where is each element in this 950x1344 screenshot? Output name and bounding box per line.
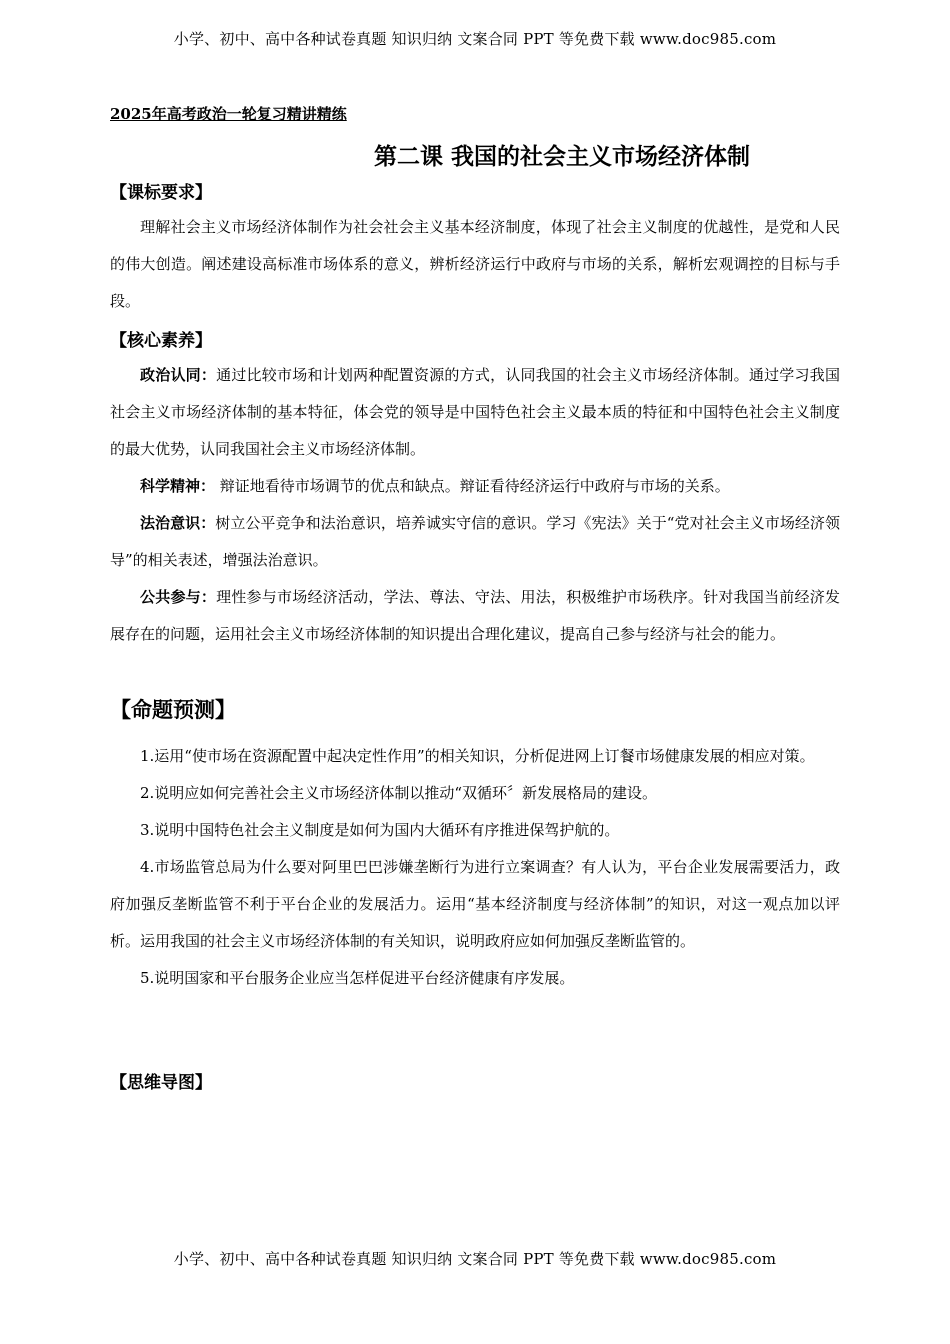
- literacy-section: [110, 326, 840, 653]
- literacy-heading: 【核心素养】: [110, 331, 212, 351]
- lesson-title: [110, 138, 850, 171]
- forecast-heading: 【命题预测】: [110, 697, 236, 722]
- literacy-item-law: [110, 505, 840, 579]
- lesson-title-text: 第二课 我国的社会主义市场经济体制: [373, 143, 750, 170]
- forecast-item: 1.运用“使市场在资源配置中起决定性作用”的相关知识，分析促进网上订餐市场健康发展的相应对策。: [140, 747, 815, 765]
- standards-section: [110, 178, 840, 320]
- mindmap-section: [110, 1068, 840, 1093]
- literacy-label: 科学精神：: [140, 477, 216, 495]
- literacy-text: 辩证地看待市场调节的优点和缺点。辩证看待经济运行中政府与市场的关系。: [215, 477, 730, 495]
- page-header: 小学、初中、高中各种试卷真题 知识归纳 文案合同 PPT 等免费下载 www.doc985.com: [173, 30, 777, 48]
- literacy-text: 通过比较市场和计划两种配置资源的方式，认同我国的社会主义市场经济体制。通过学习我国社会主义市场经济体制的基本特征，体会党的领导是中国特色社会主义最本质的特征和中国特色社会主义制度的最大优势，认同我国社会主义市场经济体制。: [110, 366, 840, 458]
- literacy-item-science: [110, 468, 840, 505]
- literacy-text: 树立公平竞争和法治意识，培养诚实守信的意识。学习《宪法》关于“党对社会主义市场经济领导”的相关表述，增强法治意识。: [110, 514, 840, 569]
- page-footer: 小学、初中、高中各种试卷真题 知识归纳 文案合同 PPT 等免费下载 www.doc985.com: [173, 1250, 777, 1268]
- forecast-item: 2.说明应如何完善社会主义市场经济体制以推动“双循环〞新发展格局的建设。: [140, 784, 657, 802]
- standards-text: 理解社会主义市场经济体制作为社会社会主义基本经济制度，体现了社会主义制度的优越性，是党和人民的伟大创造。阐述建设高标准市场体系的意义，辨析经济运行中政府与市场的关系，解析宏观调控的目标与手段。: [110, 218, 840, 310]
- forecast-item: 5.说明国家和平台服务企业应当怎样促进平台经济健康有序发展。: [140, 969, 575, 987]
- series-title: 2025年高考政治一轮复习精讲精练: [110, 105, 347, 123]
- literacy-label: 公共参与：: [140, 588, 217, 606]
- literacy-label: 法治意识：: [140, 514, 216, 532]
- mindmap-heading: 【思维导图】: [110, 1073, 212, 1093]
- literacy-label: 政治认同：: [140, 366, 217, 384]
- literacy-text: 理性参与市场经济活动，学法、尊法、守法、用法，积极维护市场秩序。针对我国当前经济发展存在的问题，运用社会主义市场经济体制的知识提出合理化建议，提高自己参与经济与社会的能力。: [110, 588, 840, 643]
- forecast-item: 3.说明中国特色社会主义制度是如何为国内大循环有序推进保驾护航的。: [140, 821, 620, 839]
- standards-heading: 【课标要求】: [110, 183, 212, 203]
- forecast-item: 4.市场监管总局为什么要对阿里巴巴涉嫌垄断行为进行立案调查？有人认为，平台企业发展需要活力，政府加强反垄断监管不利于平台企业的发展活力。运用“基本经济制度与经济体制”的知识，对这一观点加以评析。运用我国的社会主义市场经济体制的有关知识，说明政府应如何加强反垄断监管的。: [110, 858, 840, 950]
- forecast-section: [110, 694, 840, 997]
- literacy-item-political: [110, 357, 840, 468]
- literacy-item-public: [110, 579, 840, 653]
